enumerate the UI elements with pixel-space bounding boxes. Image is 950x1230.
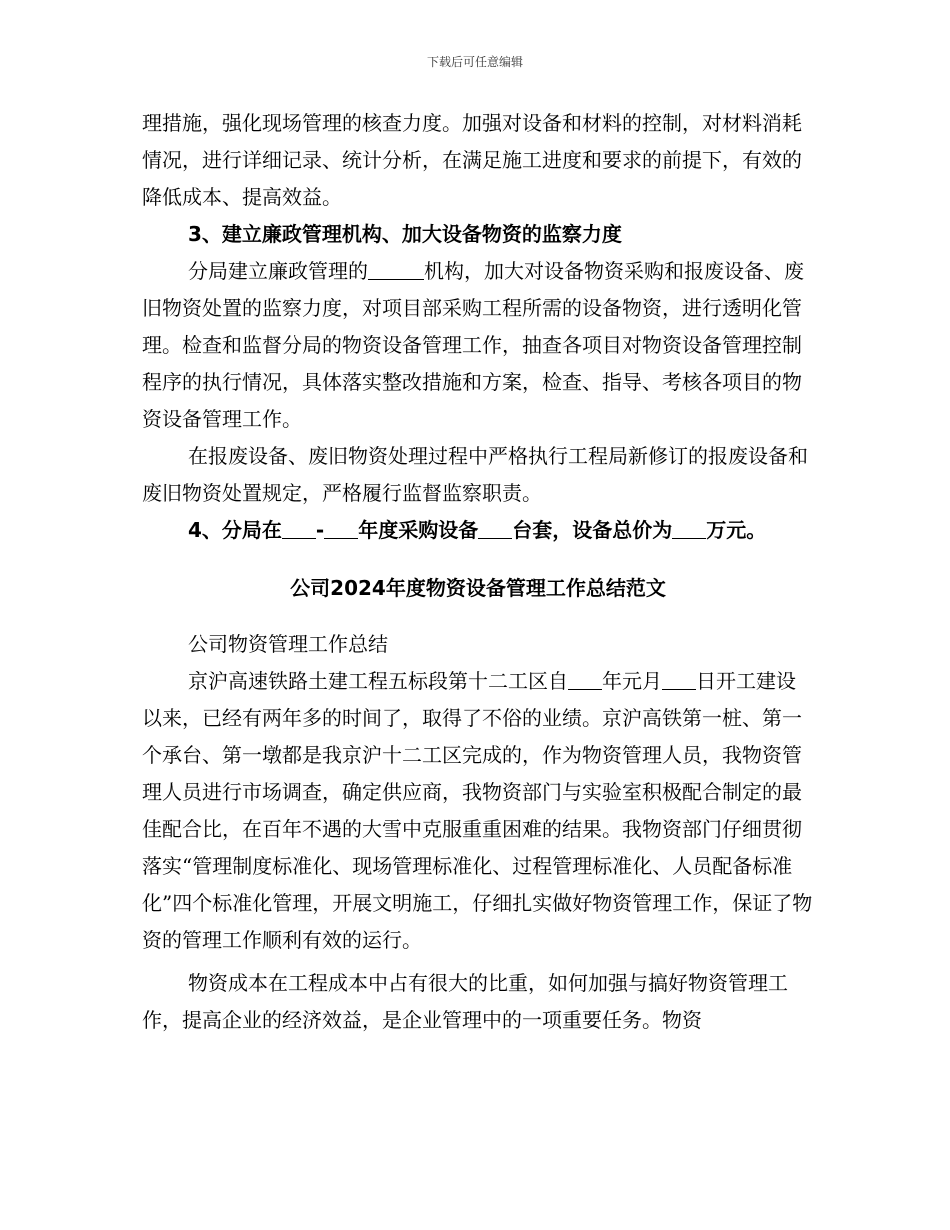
paragraph-5: 物资成本在工程成本中占有很大的比重，如何加强与搞好物资管理工作，提高企业的经济效益，是企业管理中的一项重要任务。物资 [142, 971, 788, 1032]
heading-4-dash: - [315, 518, 325, 542]
fill-blank [478, 518, 512, 539]
document-title: 公司2024年度物资设备管理工作总结范文 [290, 576, 666, 600]
section-heading-4 [142, 512, 814, 549]
fill-blank [368, 259, 424, 280]
paragraph-3: 在报废设备、废旧物资处理过程中严格执行工程局新修订的报废设备和废旧物资处置规定，严格履行监督监察职责。 [142, 444, 808, 505]
section-heading-3: 3、建立廉政管理机构、加大设备物资的监察力度 [188, 222, 622, 246]
paragraph-2-rest: 机构，加大对设备物资采购和报废设备、废旧物资处置的监察力度，对项目部采购工程所需的设备物资，进行透明化管理。检查和监督分局的物资设备管理工作，抽查各项目对物资设备管理控制程序的执行情况，具体落实整改措施和方案，检查、指导、考核各项目的物资设备管理工作。 [142, 259, 804, 431]
heading-4-part-3: 台套，设备总价为 [512, 518, 673, 542]
fill-blank [324, 518, 358, 539]
document-body [142, 105, 814, 1039]
heading-4-part-1: 4、分局在 [188, 518, 282, 542]
fill-blank [282, 518, 316, 539]
fill-blank [662, 669, 696, 690]
paragraph-4-rest: 日开工建设以来，已经有两年多的时间了，取得了不俗的业绩。京沪高铁第一桩、第一个承台、第一墩都是我京沪十二工区完成的，作为物资管理人员，我物资管理人员进行市场调查，确定供应商，我物资部门与实验室积极配合制定的最佳配合比，在百年不遇的大雪中克服重重困难的结果。我物资部门仔细贯彻落实“管理制度标准化、现场管理标准化、过程管理标准化、人员配备标准化”四个标准化管理，开展文明施工，仔细扎实做好物资管理工作，保证了物资的管理工作顺利有效的运行。 [142, 669, 813, 952]
paragraph-4-mid: 年元月 [602, 669, 662, 693]
fill-blank [672, 518, 706, 539]
paragraph-4 [142, 663, 814, 959]
subtitle: 公司物资管理工作总结 [188, 632, 388, 656]
heading-4-part-2: 年度采购设备 [358, 518, 479, 542]
page-header: 下载后可任意编辑 [426, 55, 523, 69]
paragraph-2-start: 分局建立廉政管理的 [188, 259, 368, 283]
paragraph-1: 理措施，强化现场管理的核查力度。加强对设备和材料的控制，对材料消耗情况，进行详细记录、统计分析，在满足施工进度和要求的前提下，有效的降低成本、提高效益。 [142, 111, 802, 209]
heading-4-part-4: 万元。 [706, 518, 767, 542]
paragraph-2 [142, 253, 814, 438]
paragraph-4-start: 京沪高速铁路土建工程五标段第十二工区自 [188, 669, 568, 693]
fill-blank [568, 669, 602, 690]
